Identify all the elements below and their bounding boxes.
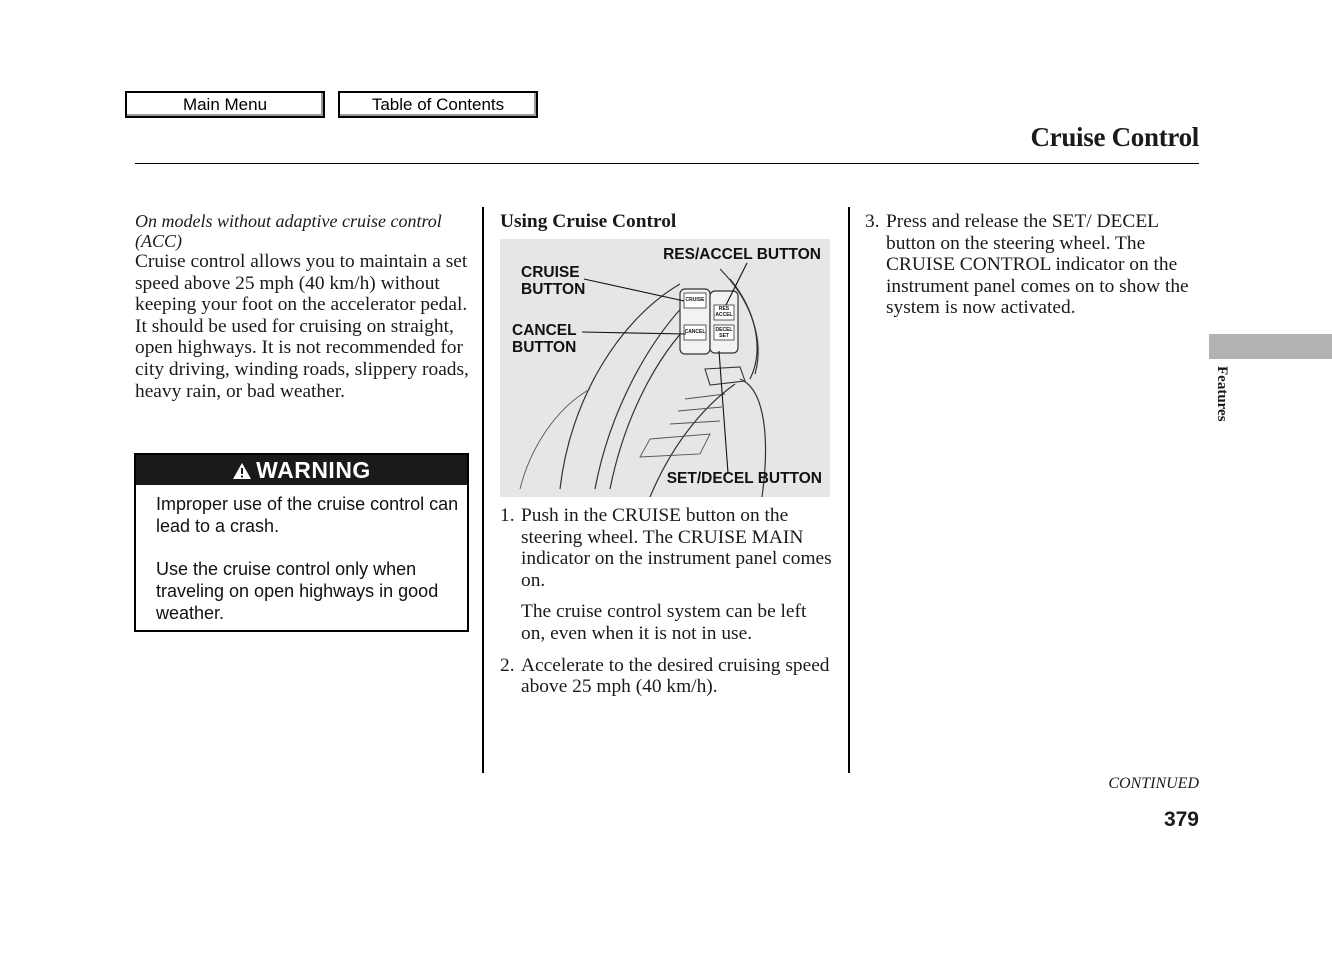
step-2-text: Accelerate to the desired cruising speed above 25 mph (40 km/h).: [521, 654, 830, 698]
page-title: Cruise Control: [1030, 122, 1199, 152]
section-tab-marker: [1209, 334, 1332, 359]
main-menu-button[interactable]: Main Menu: [125, 91, 325, 118]
warning-paragraph-1: Improper use of the cruise control can lead to a crash.: [156, 494, 459, 536]
step-2: [500, 655, 835, 698]
step-2-number: 2.: [500, 654, 515, 676]
step-3: [865, 211, 1195, 319]
warning-heading-text: WARNING: [256, 457, 371, 483]
intro-paragraph: Cruise control allows you to maintain a set speed above 25 mph (40 km/h) without keeping your foot on the accelerator pedal. It should be used for cruising on straight, open highways. It is not recommended for city driving, winding roads, slippery roads, heavy rain, or bad weather.: [135, 251, 469, 402]
label-cruise-button: CRUISE BUTTON: [521, 264, 586, 298]
step-1: [500, 505, 835, 591]
continued-note: CONTINUED: [1108, 775, 1199, 792]
page-number: 379: [1163, 808, 1199, 831]
step-3-text: Press and release the SET/ DECEL button on the steering wheel. The CRUISE CONTROL indicator on the instrument panel comes on to show the system is now activated.: [886, 211, 1189, 319]
step-1-note: The cruise control system can be left on, even when it is not in use.: [521, 601, 807, 644]
label-set-decel-button: SET/DECEL BUTTON: [666, 470, 822, 487]
warning-paragraph-2: Use the cruise control only when traveling on open highways in good weather.: [156, 559, 439, 623]
title-divider: [135, 163, 1199, 164]
step-3-number: 3.: [865, 211, 880, 232]
section-heading: Using Cruise Control: [500, 211, 677, 232]
btn-face-res-accel: RES ACCEL: [715, 306, 733, 318]
btn-face-decel-set: DECEL SET: [715, 327, 733, 339]
warning-heading: [136, 455, 467, 485]
table-of-contents-button[interactable]: Table of Contents: [338, 91, 538, 118]
section-tab-label: Features: [1214, 366, 1230, 422]
label-res-accel-button: RES/ACCEL BUTTON: [663, 246, 821, 263]
intro-column: [135, 211, 475, 402]
warning-triangle-icon: [232, 462, 252, 480]
steering-wheel-figure: [500, 239, 830, 497]
warning-body: [136, 485, 467, 624]
models-note: On models without adaptive cruise control (ACC): [135, 211, 442, 251]
step-1-text: Push in the CRUISE button on the steering wheel. The CRUISE MAIN indicator on the instrument panel comes on.: [521, 505, 832, 591]
btn-face-cancel: CANCEL: [684, 329, 706, 335]
column-divider-2: [848, 207, 850, 773]
label-cancel-button: CANCEL BUTTON: [512, 322, 577, 356]
warning-box: [134, 453, 469, 632]
step-3-column: [865, 211, 1195, 319]
step-1-number: 1.: [500, 505, 515, 526]
steps-list: [500, 505, 835, 698]
btn-face-cruise: CRUISE: [685, 297, 705, 303]
column-divider-1: [482, 207, 484, 773]
instructions-column: [500, 211, 835, 233]
